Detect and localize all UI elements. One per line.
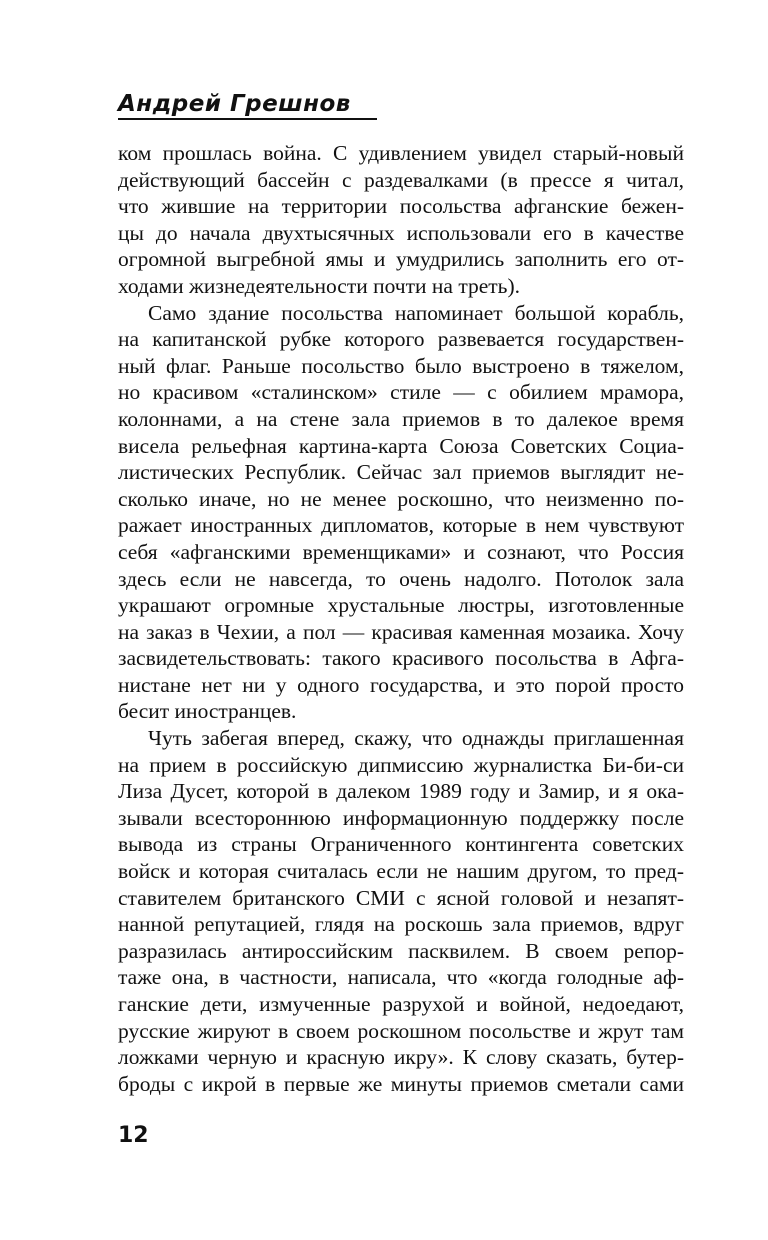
text-line: цы до начала двухтысячных использовали его в качестве xyxy=(118,220,684,245)
text-line: здесь если не навсегда, то очень надолго. Потолок зала xyxy=(118,566,684,591)
text-line: колоннами, а на стене зала приемов в то далекое время xyxy=(118,406,684,431)
body-text xyxy=(118,140,684,1097)
text-line: на прием в российскую дипмиссию журналистка Би-би-си xyxy=(118,752,684,777)
text-line: зывали всестороннюю информационную поддержку после xyxy=(118,805,684,830)
text-line: Чуть забегая вперед, скажу, что однажды приглашенная xyxy=(148,726,684,751)
text-line: висела рельефная картина-карта Союза Советских Социа- xyxy=(118,433,684,458)
text-line: ком прошлась война. С удивлением увидел старый-новый xyxy=(118,141,684,165)
text-line: листических Республик. Сейчас зал приемов выглядит не- xyxy=(118,460,684,485)
text-line: вывода из страны Ограниченного контингента советских xyxy=(118,832,684,857)
running-header xyxy=(118,90,678,122)
text-line: русские жируют в своем роскошном посольстве и жрут там xyxy=(118,1018,684,1043)
text-line: но красивом «сталинском» стиле — с обилием мрамора, xyxy=(118,380,684,405)
text-line: ражает иностранных дипломатов, которые в нем чувствуют xyxy=(118,513,684,538)
text-line: что жившие на территории посольства афганские бежен- xyxy=(118,194,684,219)
text-line: огромной выгребной ямы и умудрились заполнить его от- xyxy=(118,247,684,272)
text-line: броды с икрой в первые же минуты приемов сметали сами xyxy=(118,1071,684,1096)
text-line: ганские дети, измученные разрухой и войной, недоедают, xyxy=(118,992,684,1016)
text-line: Само здание посольства напоминает большой корабль, xyxy=(148,300,684,325)
text-line: разразилась антироссийским пасквилем. В своем репор- xyxy=(118,938,684,963)
text-line: на капитанской рубке которого развевается государствен- xyxy=(118,327,684,352)
text-line: ложками черную и красную икру». К слову сказать, бутер- xyxy=(118,1045,684,1070)
text-line: войск и которая считалась если не нашим другом, то пред- xyxy=(118,859,684,884)
text-line: ставителем британского СМИ с ясной головой и незапят- xyxy=(118,885,684,910)
text-line: таже она, в частности, написала, что «когда голодные аф- xyxy=(118,965,684,990)
text-line: сколько иначе, но не менее роскошно, что неизменно по- xyxy=(118,486,684,511)
text-line: бесит иностранцев. xyxy=(118,699,297,724)
text-line: засвидетельствовать: такого красивого посольства в Афга- xyxy=(118,646,684,671)
text-line: ходами жизнедеятельности почти на треть). xyxy=(118,273,521,298)
page-number: 12 xyxy=(118,1123,149,1148)
text-line: украшают огромные хрустальные люстры, изготовленные xyxy=(118,593,684,618)
text-line: ный флаг. Раньше посольство было выстроено в тяжелом, xyxy=(118,353,684,378)
text-line: на заказ в Чехии, а пол — красивая каменная мозаика. Хочу xyxy=(118,619,684,644)
text-line: себя «афганскими временщиками» и сознают, что Россия xyxy=(118,539,684,564)
text-line: нанной репутацией, глядя на роскошь зала приемов, вдруг xyxy=(118,912,684,937)
author-name: Андрей Грешнов xyxy=(118,90,377,120)
text-line: нистане нет ни у одного государства, и это порой просто xyxy=(118,672,684,697)
text-line: действующий бассейн с раздевалками (в прессе я читал, xyxy=(118,167,684,192)
text-line: Лиза Дусет, которой в далеком 1989 году и Замир, и я ока- xyxy=(118,779,684,804)
